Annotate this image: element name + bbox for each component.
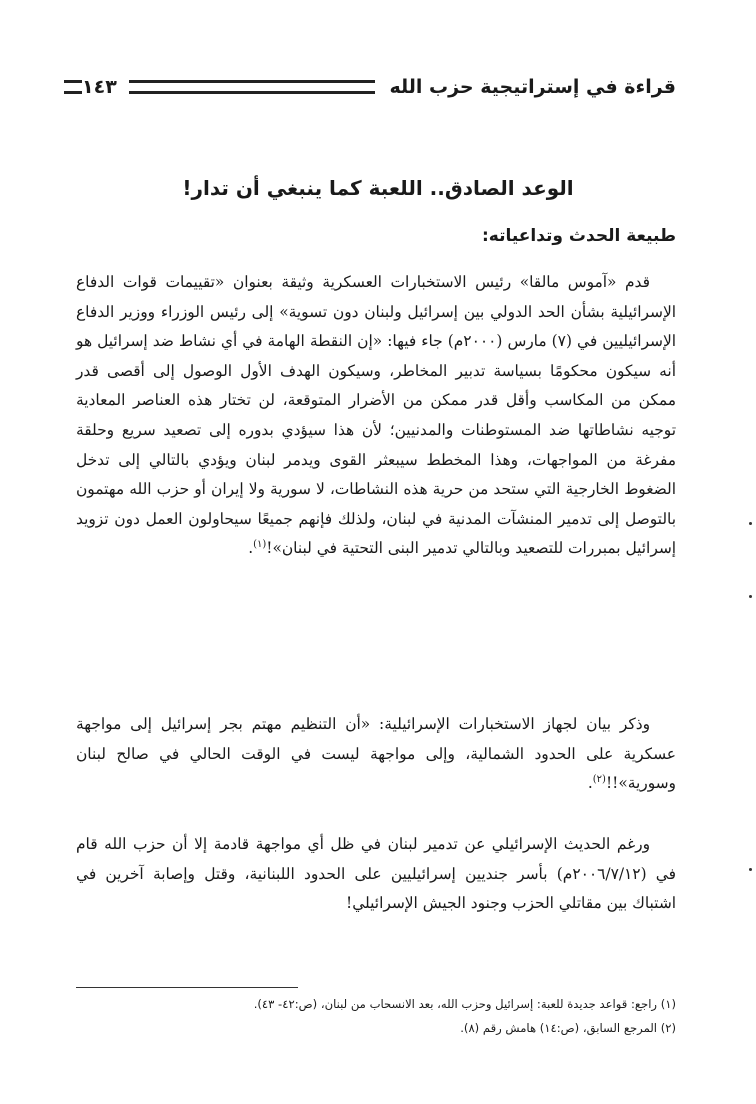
footnote: (٢) المرجع السابق، (ص:١٤) هامش رقم (٨). [460, 1021, 676, 1035]
footnotes [76, 992, 676, 1040]
running-header [64, 70, 676, 104]
paragraph-text: قدم «آموس مالقا» رئيس الاستخبارات العسكرية وثيقة بعنوان «تقييمات قوات الدفاع الإسرائيلية بشأن الحد الدولي بين إسرائيل ولبنان دون تسوية» إلى رئيس الوزراء ووزير الدفاع الإسرائيليين في (٧) مارس (٢٠٠٠م) جاء فيها: «إن النقطة الهامة في أي نشاط ضد إسرائيل هو أنه سيكون محكومًا بسياسة تدبير المخاطر، وسيكون الهدف الأول الوصول إلى أقصى قدر ممكن من المكاسب وأقل قدر ممكن من الأضرار المتوقعة، لن تختار هذه العناصر المعادية توجيه نشاطاتها ضد المستوطنات والمدنيين؛ لأن هذا سيؤدي بدوره إلى تصعيد سريع وحلقة مفرغة من المواجهات، وهذا المخطط سيبعثر القوى ويدمر لبنان ويؤدي بالتالي إلى تدخل الضغوط الخارجية التي ستحد من حرية هذه النشاطات، لا سورية ولا إيران أو حزب الله مهتمون بالتوصل إلى تدمير المنشآت المدنية في لبنان، ولذلك فإنهم جميعًا سيحاولون العمل دون تزويد إسرائيل بمبررات للتصعيد وبالتالي تدمير البنى التحتية في لبنان»! [76, 273, 677, 558]
header-rule [129, 80, 376, 94]
paragraph: قدم «آموس مالقا» رئيس الاستخبارات العسكرية وثيقة بعنوان «تقييمات قوات الدفاع الإسرائيلية بشأن الحد الدولي بين إسرائيل ولبنان دون تسوية» إلى رئيس الوزراء ووزير الدفاع الإسرائيليين في (٧) مارس (٢٠٠٠م) جاء فيها: «إن النقطة الهامة في أي نشاط ضد إسرائيل هو أنه سيكون محكومًا بسياسة تدبير المخاطر، وسيكون الهدف الأول الوصول إلى أقصى قدر ممكن من المكاسب وأقل قدر ممكن من الأضرار المتوقعة، لن تختار هذه العناصر المعادية توجيه نشاطاتها ضد المستوطنات والمدنيين؛ لأن هذا سيؤدي بدوره إلى تصعيد سريع وحلقة مفرغة من المواجهات، وهذا المخطط سيبعثر القوى ويدمر لبنان ويؤدي بالتالي إلى تدخل الضغوط الخارجية التي ستحد من حرية هذه النشاطات، لا سورية ولا إيران أو حزب الله مهتمون بالتوصل إلى تدمير المنشآت المدنية في لبنان، ولذلك فإنهم جميعًا سيحاولون العمل دون تزويد إسرائيل بمبررات للتصعيد وبالتالي تدمير البنى التحتية في لبنان»!$^{(١)}$. [76, 273, 677, 558]
paragraph-text: وذكر بيان لجهاز الاستخبارات الإسرائيلية: «أن التنظيم مهتم بجر إسرائيل إلى مواجهة عسكرية على الحدود الشمالية، وإلى مواجهة ليست في الوقت الحالي في صالح لبنان وسورية»!! [76, 715, 676, 793]
footnote: (١) راجع: قواعد جديدة للعبة: إسرائيل وحزب الله، بعد الانسحاب من لبنان، (ص:٤٢- ٤٣). [253, 997, 676, 1011]
footnote-ref: (٢) [592, 774, 606, 786]
footnote-divider [76, 987, 298, 988]
section-subtitle: طبيعة الحدث وتداعياته: [481, 226, 676, 246]
page-number: ١٤٣ [82, 76, 117, 98]
paragraph: وذكر بيان لجهاز الاستخبارات الإسرائيلية: «أن التنظيم مهتم بجر إسرائيل إلى مواجهة عسكرية على الحدود الشمالية، وإلى مواجهة ليست في الوقت الحالي في صالح لبنان وسورية»!!$^{(٢)}$. [76, 715, 676, 793]
scan-speck [749, 522, 752, 525]
running-title: قراءة في إستراتيجية حزب الله [389, 76, 676, 98]
paragraph-text: ورغم الحديث الإسرائيلي عن تدمير لبنان في ظل أي مواجهة قادمة إلا أن حزب الله قام في (٢٠٠٦/٧/١٢م) بأسر جنديين إسرائيليين على الحدود اللبنانية، وقتل وإصابة آخرين في اشتباك بين مقاتلي الحزب وجنود الجيش الإسرائيلي! [76, 835, 676, 913]
section-title: الوعد الصادق.. اللعبة كما ينبغي أن تدار! [182, 176, 574, 200]
paragraph [76, 830, 676, 919]
scan-speck [749, 595, 752, 598]
header-end-rule [64, 80, 82, 94]
scan-speck [749, 868, 752, 871]
footnote-ref: (١) [253, 539, 267, 551]
